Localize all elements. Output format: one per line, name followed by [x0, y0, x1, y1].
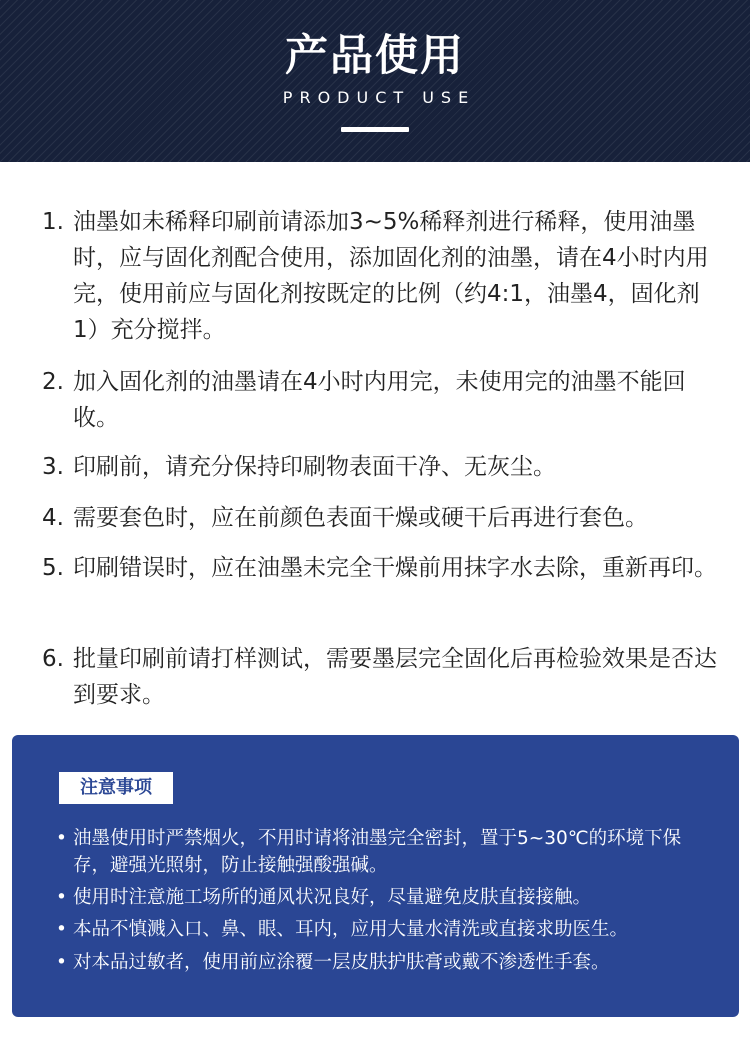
notice-item-text: 本品不慎溅入口、鼻、眼、耳内，应用大量水清洗或直接求助医生。	[73, 919, 629, 940]
bullet-icon: •	[56, 919, 67, 940]
title-underline	[341, 127, 409, 132]
notice-item	[56, 949, 716, 976]
page-title: 产品使用	[285, 31, 465, 81]
notice-item	[56, 884, 716, 911]
usage-item	[42, 364, 722, 436]
usage-item-number: 2.	[42, 369, 64, 395]
usage-item-text: 印刷错误时，应在油墨未完全干燥前用抹字水去除，重新再印。	[73, 555, 717, 581]
usage-item-text: 印刷前，请充分保持印刷物表面干净、无灰尘。	[73, 454, 556, 480]
usage-item-number: 3.	[42, 454, 64, 480]
bullet-icon: •	[56, 828, 67, 849]
usage-item	[42, 500, 722, 536]
notice-item-text: 油墨使用时严禁烟火，不用时请将油墨完全密封，置于5~30℃的环境下保存，避强光照射，防止接触强酸强碱。	[73, 828, 682, 876]
usage-item-text: 油墨如未稀释印刷前请添加3~5%稀释剂进行稀释，使用油墨时，应与固化剂配合使用，添加固化剂的油墨，请在4小时内用完，使用前应与固化剂按既定的比例（约4:1，油墨4，固化剂1）充分搅拌。	[73, 209, 709, 343]
usage-item-number: 6.	[42, 646, 64, 672]
usage-item-number: 4.	[42, 505, 64, 531]
notice-item	[56, 825, 716, 879]
header-banner	[0, 0, 750, 162]
bullet-icon: •	[56, 887, 67, 908]
notice-panel	[12, 735, 739, 1017]
notice-item	[56, 916, 716, 943]
page-subtitle: PRODUCT USE	[282, 88, 476, 107]
usage-item	[42, 449, 722, 485]
bullet-icon: •	[56, 952, 67, 973]
usage-item-text: 需要套色时，应在前颜色表面干燥或硬干后再进行套色。	[73, 505, 648, 531]
usage-item	[42, 204, 722, 348]
usage-item	[42, 550, 722, 586]
usage-item-number: 5.	[42, 555, 64, 581]
usage-item-text: 批量印刷前请打样测试，需要墨层完全固化后再检验效果是否达到要求。	[73, 646, 717, 708]
usage-item-text: 加入固化剂的油墨请在4小时内用完，未使用完的油墨不能回收。	[73, 369, 686, 431]
usage-item	[42, 641, 722, 713]
notice-label: 注意事项	[59, 772, 173, 804]
notice-item-text: 使用时注意施工场所的通风状况良好，尽量避免皮肤直接接触。	[73, 887, 592, 908]
notice-item-text: 对本品过敏者，使用前应涂覆一层皮肤护肤膏或戴不渗透性手套。	[73, 952, 610, 973]
usage-item-number: 1.	[42, 209, 64, 235]
